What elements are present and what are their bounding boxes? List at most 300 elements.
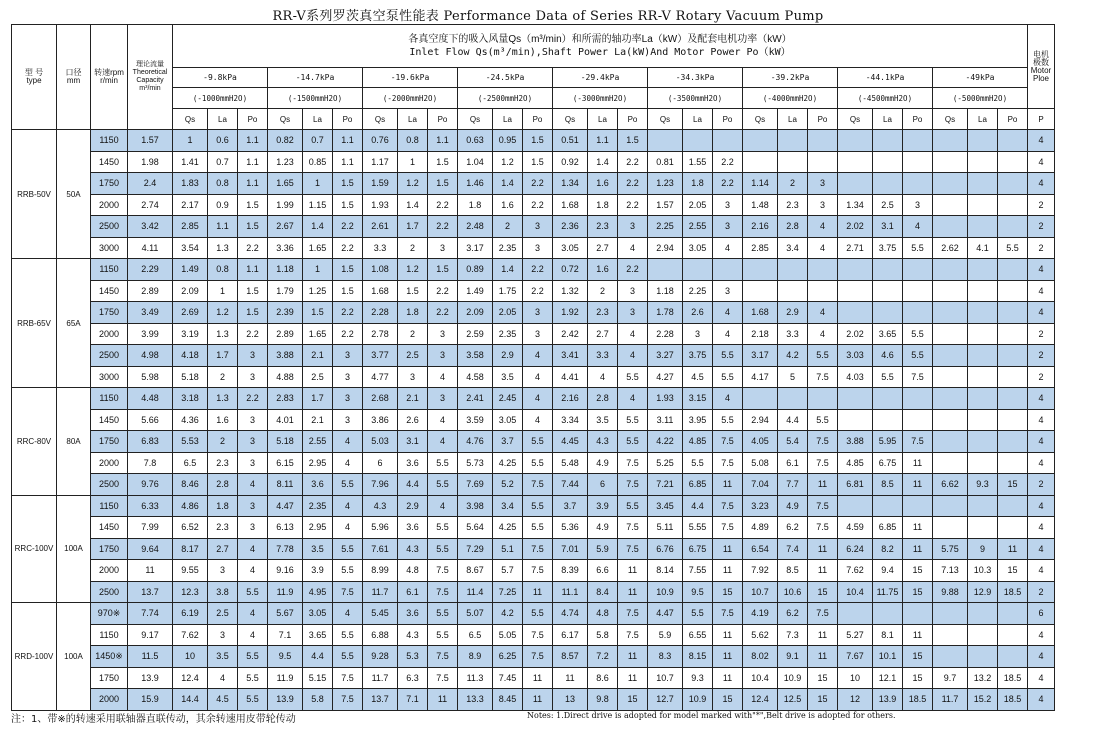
rpm-cell: 1150 xyxy=(91,259,128,281)
value-cell xyxy=(998,130,1028,152)
value-cell: 4 xyxy=(333,517,363,539)
value-cell: 2.3 xyxy=(208,452,238,474)
value-cell: 11.9 xyxy=(268,581,303,603)
value-cell: 15 xyxy=(618,689,648,711)
value-cell: 18.5 xyxy=(903,689,933,711)
pressure-kpa-cell: -29.4kPa xyxy=(553,68,648,88)
value-cell: 15 xyxy=(713,581,743,603)
motor-pole-cell: 2 xyxy=(1028,216,1055,238)
value-cell: 5.5 xyxy=(873,366,903,388)
value-cell xyxy=(933,280,968,302)
sub-header-la: La xyxy=(398,109,428,130)
pressure-kpa-cell: -44.1kPa xyxy=(838,68,933,88)
value-cell xyxy=(933,323,968,345)
value-cell: 1.14 xyxy=(743,173,778,195)
motor-pole-cell: 4 xyxy=(1028,495,1055,517)
value-cell: 11 xyxy=(713,474,743,496)
value-cell: 1.34 xyxy=(553,173,588,195)
value-cell: 11 xyxy=(808,624,838,646)
value-cell: 2.35 xyxy=(493,323,523,345)
value-cell: 4.77 xyxy=(363,366,398,388)
value-cell: 3.19 xyxy=(173,323,208,345)
value-cell: 7.67 xyxy=(838,646,873,668)
inlet-header-en: Inlet Flow Qs(m³/min),Shaft Power La(kW)And Motor Power Po（kW） xyxy=(409,47,791,58)
rpm-cell: 1750 xyxy=(91,667,128,689)
bore-cell: 50A xyxy=(57,130,91,259)
motor-pole-cell: 4 xyxy=(1028,452,1055,474)
value-cell: 1.32 xyxy=(553,280,588,302)
value-cell: 5.55 xyxy=(683,517,713,539)
value-cell: 8.99 xyxy=(363,560,398,582)
capacity-cell: 5.66 xyxy=(128,409,173,431)
value-cell: 4.36 xyxy=(173,409,208,431)
value-cell: 4 xyxy=(208,667,238,689)
value-cell: 5.03 xyxy=(363,431,398,453)
value-cell xyxy=(873,259,903,281)
value-cell xyxy=(903,409,933,431)
table-row xyxy=(12,431,1055,453)
value-cell: 5.18 xyxy=(173,366,208,388)
value-cell: 6 xyxy=(363,452,398,474)
value-cell: 5.5 xyxy=(998,237,1028,259)
value-cell: 4.18 xyxy=(173,345,208,367)
value-cell: 4 xyxy=(238,538,268,560)
capacity-cell: 7.8 xyxy=(128,452,173,474)
value-cell xyxy=(808,259,838,281)
value-cell: 3 xyxy=(903,194,933,216)
value-cell: 12.3 xyxy=(173,581,208,603)
value-cell: 11 xyxy=(998,538,1028,560)
table-row xyxy=(12,409,1055,431)
value-cell: 3.6 xyxy=(398,603,428,625)
value-cell xyxy=(933,495,968,517)
table-row xyxy=(12,452,1055,474)
value-cell: 6.13 xyxy=(268,517,303,539)
capacity-cell: 2.74 xyxy=(128,194,173,216)
value-cell xyxy=(968,452,998,474)
value-cell: 3 xyxy=(523,237,553,259)
value-cell: 9.8 xyxy=(588,689,618,711)
value-cell: 1.8 xyxy=(588,194,618,216)
value-cell: 4.25 xyxy=(493,517,523,539)
note-chinese: 注：1、带※的转速采用联轴器直联传动，其余转速用皮带轮传动 xyxy=(11,714,296,725)
sub-header-po: Po xyxy=(428,109,458,130)
rpm-cell: 1450※ xyxy=(91,646,128,668)
motor-pole-cell: 4 xyxy=(1028,517,1055,539)
value-cell: 3 xyxy=(808,173,838,195)
value-cell: 3 xyxy=(808,194,838,216)
value-cell: 7.29 xyxy=(458,538,493,560)
value-cell: 4.9 xyxy=(588,517,618,539)
sub-header-la: La xyxy=(968,109,998,130)
value-cell xyxy=(968,130,998,152)
rpm-cell: 2500 xyxy=(91,581,128,603)
value-cell: 7.5 xyxy=(713,495,743,517)
value-cell: 1.57 xyxy=(648,194,683,216)
value-cell: 4.22 xyxy=(648,431,683,453)
value-cell: 15.2 xyxy=(968,689,998,711)
motor-pole-cell: 2 xyxy=(1028,323,1055,345)
value-cell: 8.46 xyxy=(173,474,208,496)
value-cell: 6.81 xyxy=(838,474,873,496)
value-cell: 1.23 xyxy=(648,173,683,195)
value-cell: 7.5 xyxy=(903,431,933,453)
value-cell: 8.5 xyxy=(778,560,808,582)
value-cell: 7.5 xyxy=(808,366,838,388)
value-cell: 3 xyxy=(428,237,458,259)
value-cell: 6.5 xyxy=(173,452,208,474)
value-cell: 11 xyxy=(618,581,648,603)
value-cell: 9.1 xyxy=(778,646,808,668)
h-type-text: 型 号 type xyxy=(24,68,44,85)
value-cell: 7.5 xyxy=(808,431,838,453)
value-cell: 7.04 xyxy=(743,474,778,496)
value-cell: 5.15 xyxy=(303,667,333,689)
value-cell: 1.1 xyxy=(333,151,363,173)
value-cell xyxy=(933,130,968,152)
table-row xyxy=(12,216,1055,238)
motor-pole-cell: 2 xyxy=(1028,345,1055,367)
rpm-cell: 1150 xyxy=(91,495,128,517)
pressure-kpa-cell: -14.7kPa xyxy=(268,68,363,88)
value-cell: 3.11 xyxy=(648,409,683,431)
value-cell: 1.5 xyxy=(333,259,363,281)
value-cell: 2.36 xyxy=(553,216,588,238)
motor-pole-cell: 4 xyxy=(1028,280,1055,302)
value-cell: 2.2 xyxy=(238,237,268,259)
motor-pole-cell: 2 xyxy=(1028,194,1055,216)
value-cell xyxy=(838,259,873,281)
value-cell xyxy=(808,151,838,173)
value-cell: 3.18 xyxy=(173,388,208,410)
capacity-cell: 3.99 xyxy=(128,323,173,345)
value-cell xyxy=(873,173,903,195)
value-cell: 8.57 xyxy=(553,646,588,668)
capacity-cell: 9.17 xyxy=(128,624,173,646)
value-cell: 1.5 xyxy=(238,216,268,238)
value-cell: 1.6 xyxy=(493,194,523,216)
value-cell: 1.15 xyxy=(303,194,333,216)
value-cell: 11 xyxy=(713,646,743,668)
value-cell: 3.65 xyxy=(873,323,903,345)
value-cell xyxy=(998,366,1028,388)
value-cell: 7.5 xyxy=(523,624,553,646)
value-cell: 8.67 xyxy=(458,560,493,582)
value-cell: 6.1 xyxy=(398,581,428,603)
value-cell: 1.23 xyxy=(268,151,303,173)
value-cell: 15 xyxy=(713,689,743,711)
value-cell xyxy=(743,151,778,173)
value-cell: 5.5 xyxy=(618,495,648,517)
value-cell: 2.71 xyxy=(838,237,873,259)
value-cell: 6.15 xyxy=(268,452,303,474)
value-cell: 0.72 xyxy=(553,259,588,281)
value-cell xyxy=(933,345,968,367)
table-row xyxy=(12,151,1055,173)
value-cell: 4.2 xyxy=(778,345,808,367)
value-cell: 2.8 xyxy=(588,388,618,410)
value-cell: 4.01 xyxy=(268,409,303,431)
model-cell: RRB-65V xyxy=(12,259,57,388)
value-cell: 10.7 xyxy=(743,581,778,603)
model-cell: RRD-100V xyxy=(12,603,57,711)
value-cell xyxy=(648,259,683,281)
sub-header-po: Po xyxy=(333,109,363,130)
value-cell: 2.3 xyxy=(208,517,238,539)
value-cell: 7.5 xyxy=(808,517,838,539)
value-cell: 4.4 xyxy=(303,646,333,668)
value-cell xyxy=(998,431,1028,453)
value-cell: 6.1 xyxy=(778,452,808,474)
value-cell: 5.4 xyxy=(778,431,808,453)
rpm-cell: 1750 xyxy=(91,431,128,453)
value-cell: 6.5 xyxy=(458,624,493,646)
value-cell: 8.14 xyxy=(648,560,683,582)
value-cell: 7.5 xyxy=(523,538,553,560)
motor-pole-cell: 2 xyxy=(1028,474,1055,496)
value-cell xyxy=(998,302,1028,324)
value-cell: 18.5 xyxy=(998,689,1028,711)
value-cell: 5.5 xyxy=(683,603,713,625)
value-cell xyxy=(968,366,998,388)
value-cell xyxy=(838,173,873,195)
bore-cell: 100A xyxy=(57,603,91,711)
rpm-cell: 1450 xyxy=(91,517,128,539)
value-cell xyxy=(998,259,1028,281)
pressure-mmh2o-cell: (-3500mmH2O) xyxy=(648,88,743,109)
motor-pole-cell: 4 xyxy=(1028,173,1055,195)
value-cell xyxy=(903,151,933,173)
value-cell: 13.2 xyxy=(968,667,998,689)
value-cell xyxy=(903,603,933,625)
rpm-cell: 1150 xyxy=(91,388,128,410)
value-cell xyxy=(998,624,1028,646)
value-cell: 5.62 xyxy=(743,624,778,646)
value-cell xyxy=(933,409,968,431)
value-cell: 2.39 xyxy=(268,302,303,324)
value-cell: 3.45 xyxy=(648,495,683,517)
value-cell: 2.8 xyxy=(208,474,238,496)
pressure-mmh2o-cell: (-1500mmH2O) xyxy=(268,88,363,109)
value-cell xyxy=(713,130,743,152)
value-cell: 1.41 xyxy=(173,151,208,173)
rpm-cell: 2500 xyxy=(91,216,128,238)
value-cell: 3.23 xyxy=(743,495,778,517)
value-cell: 2.2 xyxy=(713,151,743,173)
motor-sub-header: P xyxy=(1028,109,1055,130)
value-cell: 2.25 xyxy=(683,280,713,302)
value-cell: 2.2 xyxy=(428,280,458,302)
value-cell: 5.53 xyxy=(173,431,208,453)
sub-header-po: Po xyxy=(523,109,553,130)
rpm-cell: 1450 xyxy=(91,151,128,173)
value-cell: 6.85 xyxy=(873,517,903,539)
rpm-cell: 2500 xyxy=(91,345,128,367)
value-cell: 5.5 xyxy=(618,409,648,431)
value-cell: 1.5 xyxy=(303,302,333,324)
type-header xyxy=(12,25,57,130)
capacity-cell: 3.42 xyxy=(128,216,173,238)
value-cell: 3 xyxy=(333,345,363,367)
value-cell: 2.05 xyxy=(683,194,713,216)
value-cell: 3 xyxy=(428,388,458,410)
value-cell: 5.5 xyxy=(523,452,553,474)
value-cell: 6.2 xyxy=(778,603,808,625)
value-cell: 5.07 xyxy=(458,603,493,625)
capacity-cell: 11 xyxy=(128,560,173,582)
value-cell xyxy=(683,130,713,152)
rpm-cell: 3000 xyxy=(91,366,128,388)
value-cell xyxy=(998,452,1028,474)
value-cell: 1.5 xyxy=(333,280,363,302)
value-cell: 5.5 xyxy=(333,538,363,560)
value-cell: 5.9 xyxy=(588,538,618,560)
value-cell: 1.68 xyxy=(743,302,778,324)
value-cell xyxy=(968,302,998,324)
rpm-cell: 1750 xyxy=(91,173,128,195)
value-cell: 0.89 xyxy=(458,259,493,281)
value-cell xyxy=(968,495,998,517)
value-cell: 12.5 xyxy=(778,689,808,711)
value-cell: 3.17 xyxy=(743,345,778,367)
table-row xyxy=(12,366,1055,388)
motor-pole-header xyxy=(1028,25,1055,109)
value-cell xyxy=(873,130,903,152)
value-cell: 8.45 xyxy=(493,689,523,711)
value-cell: 11 xyxy=(713,560,743,582)
value-cell: 4 xyxy=(428,431,458,453)
value-cell xyxy=(903,259,933,281)
value-cell: 3 xyxy=(428,323,458,345)
value-cell: 11.75 xyxy=(873,581,903,603)
value-cell: 4.95 xyxy=(303,581,333,603)
value-cell: 11 xyxy=(618,646,648,668)
value-cell: 7.5 xyxy=(618,517,648,539)
value-cell xyxy=(968,345,998,367)
rpm-cell: 3000 xyxy=(91,237,128,259)
value-cell: 0.6 xyxy=(208,130,238,152)
value-cell: 6.62 xyxy=(933,474,968,496)
value-cell: 2.25 xyxy=(648,216,683,238)
value-cell: 3.98 xyxy=(458,495,493,517)
value-cell: 4 xyxy=(238,560,268,582)
table-row xyxy=(12,646,1055,668)
value-cell: 0.82 xyxy=(268,130,303,152)
value-cell: 4.3 xyxy=(398,538,428,560)
value-cell: 6.75 xyxy=(873,452,903,474)
motor-pole-cell: 4 xyxy=(1028,388,1055,410)
value-cell: 1.92 xyxy=(553,302,588,324)
value-cell: 2.09 xyxy=(173,280,208,302)
value-cell: 6.3 xyxy=(398,667,428,689)
value-cell: 3.58 xyxy=(458,345,493,367)
value-cell: 5.5 xyxy=(238,646,268,668)
value-cell: 0.63 xyxy=(458,130,493,152)
value-cell: 3.54 xyxy=(173,237,208,259)
value-cell: 1 xyxy=(208,280,238,302)
capacity-cell: 4.11 xyxy=(128,237,173,259)
value-cell: 2.78 xyxy=(363,323,398,345)
value-cell: 11.7 xyxy=(363,581,398,603)
value-cell: 7.5 xyxy=(618,624,648,646)
value-cell xyxy=(873,409,903,431)
value-cell: 15 xyxy=(998,474,1028,496)
value-cell: 5.5 xyxy=(618,366,648,388)
value-cell xyxy=(648,130,683,152)
value-cell: 10 xyxy=(173,646,208,668)
value-cell: 4.9 xyxy=(778,495,808,517)
value-cell xyxy=(998,280,1028,302)
capacity-cell: 3.49 xyxy=(128,302,173,324)
value-cell: 11 xyxy=(428,689,458,711)
value-cell xyxy=(743,388,778,410)
value-cell: 10.9 xyxy=(778,667,808,689)
rpm-cell: 2000 xyxy=(91,452,128,474)
value-cell xyxy=(998,409,1028,431)
capacity-cell: 15.9 xyxy=(128,689,173,711)
value-cell xyxy=(873,388,903,410)
value-cell: 0.7 xyxy=(303,130,333,152)
value-cell: 2.2 xyxy=(523,280,553,302)
value-cell: 3.05 xyxy=(303,603,333,625)
value-cell: 11 xyxy=(903,452,933,474)
capacity-cell: 4.98 xyxy=(128,345,173,367)
value-cell: 2.59 xyxy=(458,323,493,345)
page-title: RR-V系列罗茨真空泵性能表 Performance Data of Series RR-V Rotary Vacuum Pump xyxy=(272,9,824,24)
pressure-mmh2o-cell: (-3000mmH2O) xyxy=(553,88,648,109)
value-cell: 2.2 xyxy=(333,216,363,238)
capacity-cell: 6.83 xyxy=(128,431,173,453)
header-row-1 xyxy=(12,25,1055,68)
value-cell: 4.85 xyxy=(838,452,873,474)
value-cell: 15 xyxy=(808,667,838,689)
value-cell: 2.2 xyxy=(428,216,458,238)
value-cell: 5.5 xyxy=(428,538,458,560)
value-cell: 1.5 xyxy=(428,259,458,281)
value-cell: 1.2 xyxy=(208,302,238,324)
value-cell: 11 xyxy=(523,689,553,711)
value-cell xyxy=(968,323,998,345)
value-cell: 3.4 xyxy=(493,495,523,517)
value-cell: 5.5 xyxy=(333,624,363,646)
value-cell: 11.7 xyxy=(933,689,968,711)
motor-pole-cell: 4 xyxy=(1028,431,1055,453)
value-cell: 1.5 xyxy=(238,280,268,302)
value-cell: 1.1 xyxy=(238,130,268,152)
value-cell: 4.47 xyxy=(268,495,303,517)
value-cell xyxy=(933,646,968,668)
value-cell: 3.17 xyxy=(458,237,493,259)
value-cell: 0.76 xyxy=(363,130,398,152)
value-cell: 15 xyxy=(903,646,933,668)
value-cell: 4.17 xyxy=(743,366,778,388)
value-cell xyxy=(903,173,933,195)
value-cell: 3.75 xyxy=(683,345,713,367)
inlet-flow-header xyxy=(173,25,1028,68)
value-cell: 11 xyxy=(808,474,838,496)
value-cell: 1.5 xyxy=(238,302,268,324)
capacity-cell: 2.4 xyxy=(128,173,173,195)
value-cell: 3.6 xyxy=(398,517,428,539)
capacity-cell: 7.99 xyxy=(128,517,173,539)
value-cell: 2.83 xyxy=(268,388,303,410)
performance-table xyxy=(11,24,1055,711)
value-cell: 13.7 xyxy=(363,689,398,711)
value-cell: 4.41 xyxy=(553,366,588,388)
h-rpm-text: 转速rpm r/min xyxy=(94,68,124,85)
value-cell: 4 xyxy=(428,409,458,431)
value-cell: 3.6 xyxy=(398,452,428,474)
